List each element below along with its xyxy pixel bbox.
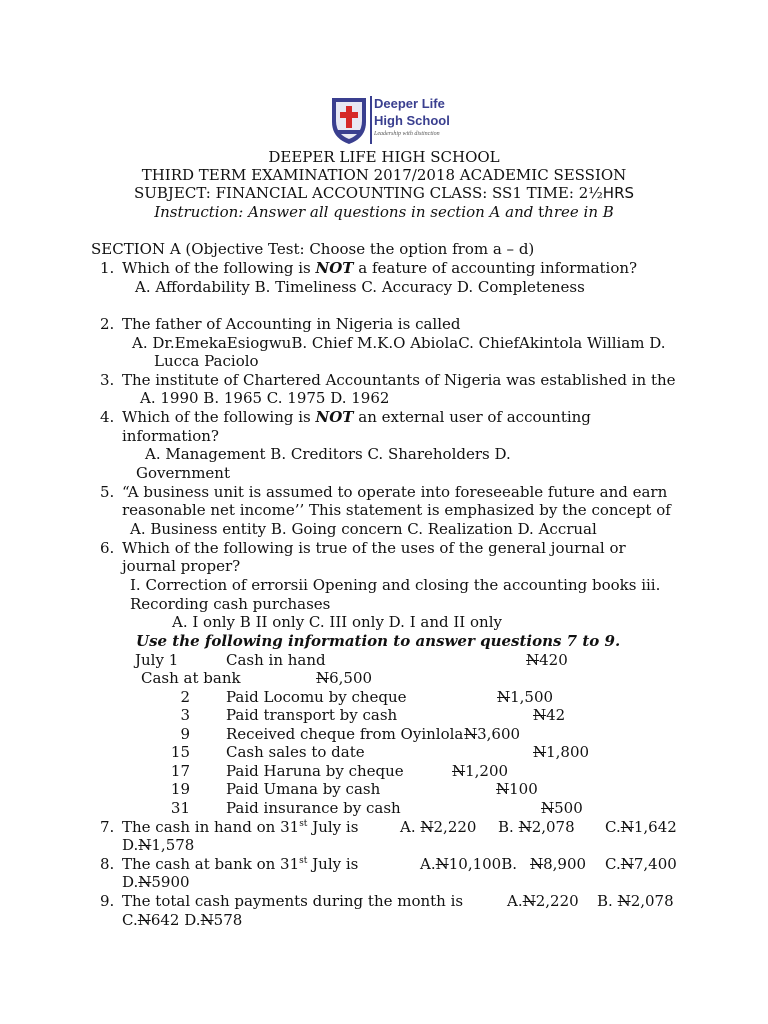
q4-text-line2: information?: [122, 427, 219, 445]
q4-text: [122, 408, 591, 426]
transaction-amount: [316, 669, 372, 687]
q7-option-d: [122, 836, 194, 854]
naira-sign: N: [137, 911, 151, 929]
naira-sign: N: [464, 725, 478, 743]
section-a-title: SECTION A (Objective Test: Choose the option from a – d): [91, 240, 535, 258]
q8-b-value: 8,900: [543, 855, 587, 873]
q7-a-value: 2,220: [433, 818, 477, 836]
transaction-amount-value: 500: [554, 799, 583, 817]
transaction-amount: [497, 688, 553, 706]
naira-sign: N: [526, 651, 540, 669]
q7-sup: st: [299, 819, 308, 829]
q1-not: NOT: [315, 259, 354, 277]
q8-a-value: 10,100: [448, 855, 502, 873]
q8-opt-b-label: B.: [501, 855, 518, 873]
transaction-day: 31: [170, 799, 190, 817]
q3-number: 3.: [100, 371, 115, 389]
transaction-day: 17: [170, 762, 190, 780]
q8-option-c: [605, 855, 677, 873]
transaction-amount-value: 1,500: [510, 688, 554, 706]
q2-options-line2: Lucca Paciolo: [154, 352, 259, 370]
transaction-day: 3: [180, 706, 190, 724]
q9-opt-a-label: A.: [507, 892, 523, 910]
q1-number: 1.: [100, 259, 115, 277]
q4-options-line2: Government: [136, 464, 230, 482]
q9-b-value: 2,078: [630, 892, 674, 910]
q5-text-line1: “A business unit is assumed to operate into foreseeable future and earn: [122, 483, 668, 501]
q9-opt-b-label: B.: [597, 892, 613, 910]
transaction-amount-value: 3,600: [477, 725, 521, 743]
q4-post: an external user of accounting: [353, 408, 591, 426]
exam-title: THIRD TERM EXAMINATION 2017/2018 ACADEMIC SESSION: [141, 166, 627, 184]
transaction-description: Paid Haruna by cheque: [226, 762, 404, 780]
q6-number: 6.: [100, 539, 115, 557]
q8-option-d: [122, 873, 190, 891]
naira-sign: N: [533, 743, 547, 761]
transaction-description: Paid transport by cash: [226, 706, 398, 724]
transaction-description: Cash sales to date: [226, 743, 365, 761]
q9-option-a: [507, 892, 579, 910]
q6-text-line1: Which of the following is true of the uses of the general journal or: [122, 539, 626, 557]
transaction-amount: [452, 762, 508, 780]
q4-options-line1: A. Management B. Creditors C. Shareholders D.: [145, 445, 511, 463]
logo-tagline: Leadership with distinction: [374, 131, 440, 137]
q1-text: [122, 259, 637, 277]
q5-options: A. Business entity B. Going concern C. Realization D. Accrual: [130, 520, 597, 538]
instruction-tail: in B: [578, 203, 614, 221]
q6-uses-line2: Recording cash purchases: [130, 595, 331, 613]
q8-option-b: [530, 855, 586, 873]
q9-d-value: 578: [213, 911, 243, 929]
q8-opt-d-label: D.: [122, 873, 139, 891]
q8-post: July is: [307, 855, 359, 873]
naira-sign: N: [620, 818, 634, 836]
naira-sign: N: [200, 911, 214, 929]
q7-option-c: [605, 818, 677, 836]
q9-text: The total cash payments during the month is: [122, 892, 464, 910]
q7-option-b: [498, 818, 575, 836]
q8-sup: st: [299, 856, 308, 866]
q9-opt-d-label: D.: [184, 911, 201, 929]
transaction-amount-value: 100: [509, 780, 538, 798]
naira-sign: N: [316, 669, 330, 687]
naira-sign: N: [420, 818, 434, 836]
q7-d-value: 1,578: [151, 836, 195, 854]
transaction-amount: [464, 725, 520, 743]
transaction-day: 15: [170, 743, 190, 761]
q2-options-line1: A. Dr.EmekaEsiogwuB. Chief M.K.O AbiolaC. ChiefAkintola William D.: [132, 334, 666, 352]
naira-sign: N: [620, 855, 634, 873]
info-heading: Use the following information to answer questions 7 to 9.: [136, 632, 621, 650]
transaction-day: 19: [170, 780, 190, 798]
instruction-main: Instruction: Answer all questions in section A and: [154, 203, 539, 221]
q4-number: 4.: [100, 408, 115, 426]
transaction-description: Paid insurance by cash: [226, 799, 401, 817]
q8-pre: The cash at bank on 31: [122, 855, 300, 873]
transaction-amount-value: 42: [546, 706, 566, 724]
q2-number: 2.: [100, 315, 115, 333]
q7-option-a: [400, 818, 476, 836]
q7-c-value: 1,642: [633, 818, 677, 836]
transaction-description: Cash at bank: [141, 669, 241, 687]
naira-sign: N: [138, 836, 152, 854]
q7-b-value: 2,078: [531, 818, 575, 836]
q7-text: [122, 818, 358, 836]
transaction-description: Paid Locomu by cheque: [226, 688, 407, 706]
q3-options: A. 1990 B. 1965 C. 1975 D. 1962: [140, 389, 390, 407]
naira-sign: N: [497, 688, 511, 706]
transaction-amount: [533, 706, 565, 724]
q7-pre: The cash in hand on 31: [122, 818, 300, 836]
transaction-amount-value: 1,200: [465, 762, 509, 780]
transaction-amount-value: 1,800: [546, 743, 590, 761]
transaction-day: 2: [180, 688, 190, 706]
q6-options: A. I only B II only C. III only D. I and II only: [172, 613, 502, 631]
q7-opt-a-label: A.: [400, 818, 416, 836]
naira-sign: N: [435, 855, 449, 873]
transaction-amount-value: 6,500: [329, 669, 373, 687]
q8-opt-c-label: C.: [605, 855, 621, 873]
instruction-t: t: [538, 203, 545, 221]
naira-sign: N: [496, 780, 510, 798]
naira-sign: N: [452, 762, 466, 780]
instruction: [0, 203, 768, 221]
q8-option-a: [420, 855, 517, 873]
q8-c-value: 7,400: [633, 855, 677, 873]
logo-name-line1: Deeper Life: [374, 96, 445, 111]
transaction-description: Cash in hand: [226, 651, 326, 669]
q9-c-value: 642: [150, 911, 180, 929]
q2-text: The father of Accounting in Nigeria is called: [122, 315, 461, 333]
transaction-description: Received cheque from Oyinlola: [226, 725, 464, 743]
naira-sign: N: [138, 873, 152, 891]
q3-text: The institute of Chartered Accountants of Nigeria was established in the: [122, 371, 676, 389]
q9-options-cd: [122, 911, 242, 929]
q6-text-line2: journal proper?: [122, 557, 241, 575]
q8-d-value: 5900: [151, 873, 190, 891]
q4-not: NOT: [315, 408, 354, 426]
naira-sign: N: [617, 892, 631, 910]
q7-opt-b-label: B.: [498, 818, 514, 836]
q1-pre: Which of the following is: [122, 259, 316, 277]
q9-opt-c-label: C.: [122, 911, 138, 929]
naira-sign: N: [541, 799, 555, 817]
transaction-day: July 1: [135, 651, 179, 669]
instruction-hree: hree: [544, 203, 579, 221]
q5-number: 5.: [100, 483, 115, 501]
transaction-day: 9: [180, 725, 190, 743]
transaction-amount: [541, 799, 583, 817]
q5-text-line2: reasonable net income’’ This statement is emphasized by the concept of: [122, 501, 671, 519]
q7-opt-c-label: C.: [605, 818, 621, 836]
q8-text: [122, 855, 358, 873]
q7-number: 7.: [100, 818, 115, 836]
q8-number: 8.: [100, 855, 115, 873]
logo-name-line2: High School: [374, 113, 450, 128]
q6-uses-line1: I. Correction of errorsii Opening and closing the accounting books iii.: [130, 576, 661, 594]
naira-sign: N: [533, 706, 547, 724]
transaction-amount: [526, 651, 568, 669]
transaction-amount: [496, 780, 538, 798]
subject-text: SUBJECT: FINANCIAL ACCOUNTING CLASS: SS1 TIME: 2½: [133, 184, 603, 202]
subject-line: [0, 184, 768, 202]
q7-post: July is: [307, 818, 359, 836]
q1-options: A. Affordability B. Timeliness C. Accuracy D. Completeness: [135, 278, 585, 296]
naira-sign: N: [522, 892, 536, 910]
time-unit: HRS: [602, 184, 635, 202]
naira-sign: N: [518, 818, 532, 836]
transaction-amount: [533, 743, 589, 761]
transaction-amount-value: 420: [539, 651, 568, 669]
q4-pre: Which of the following is: [122, 408, 316, 426]
q8-opt-a-label: A.: [420, 855, 436, 873]
q7-opt-d-label: D.: [122, 836, 139, 854]
naira-sign: N: [530, 855, 544, 873]
q9-a-value: 2,220: [535, 892, 579, 910]
q1-post: a feature of accounting information?: [353, 259, 638, 277]
school-name: DEEPER LIFE HIGH SCHOOL: [268, 148, 500, 166]
q9-number: 9.: [100, 892, 115, 910]
q9-option-b: [597, 892, 674, 910]
transaction-description: Paid Umana by cash: [226, 780, 381, 798]
